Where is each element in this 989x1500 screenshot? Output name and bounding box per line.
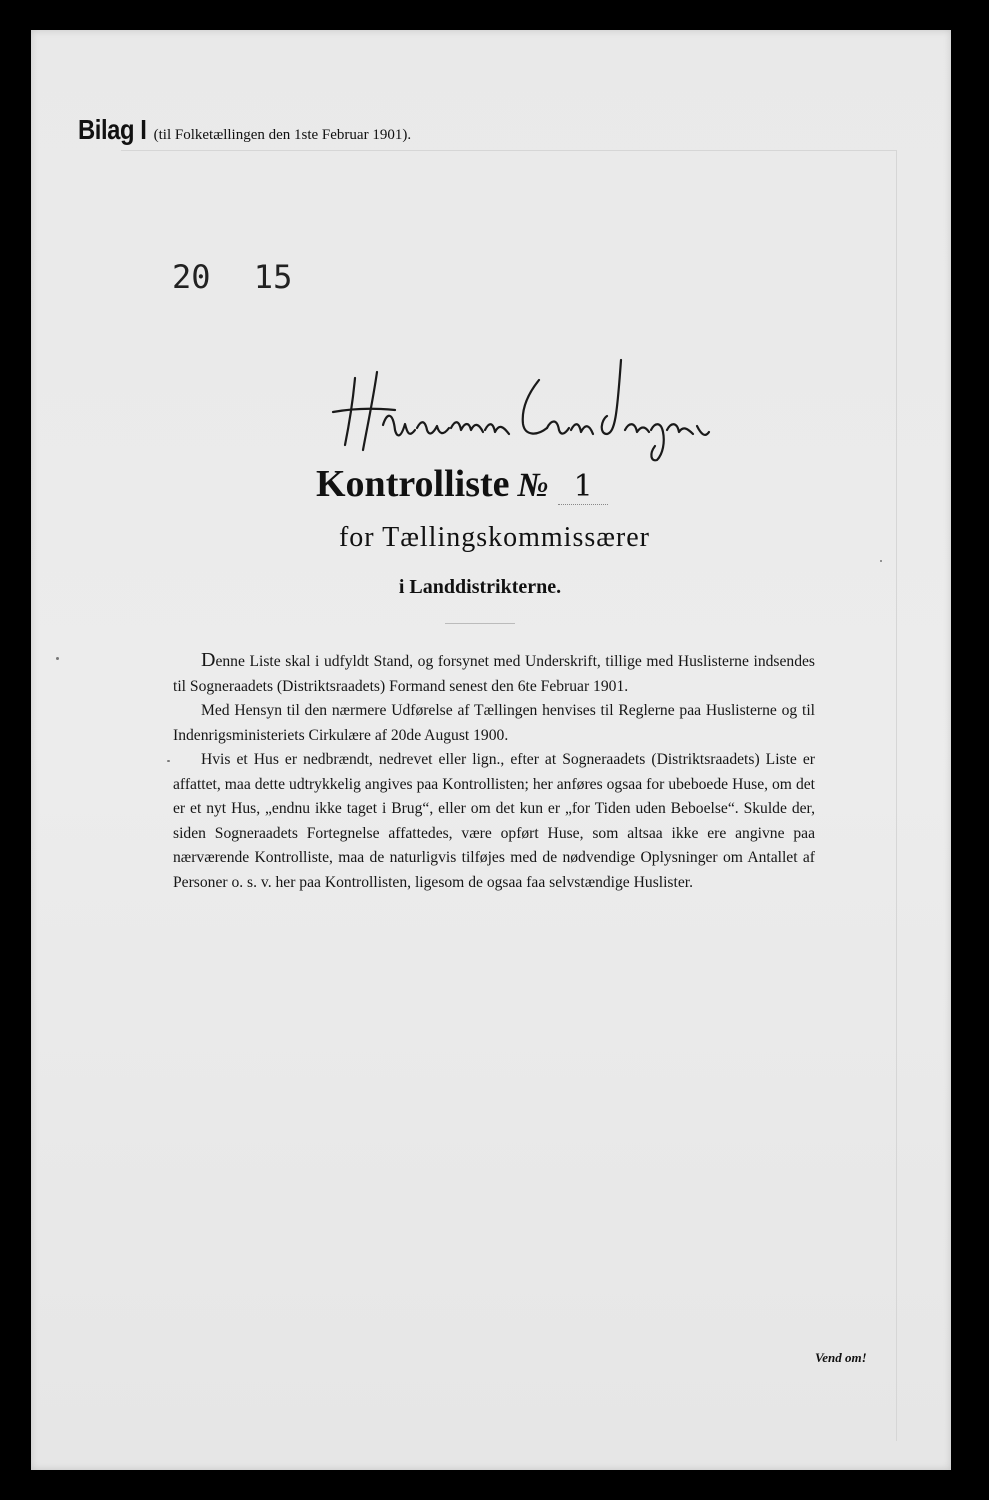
instructions-text — [173, 648, 815, 895]
stamped-number-right: 15 — [253, 258, 293, 296]
document-subtitle-2: i Landdistrikterne. — [398, 576, 562, 598]
header-line — [78, 114, 411, 146]
drop-letter: D — [201, 649, 216, 671]
handwritten-place-name-signature — [325, 350, 715, 470]
paper-speck — [880, 560, 882, 562]
document-subtitle: for Tællingskommissærer — [338, 522, 651, 553]
paper-speck — [167, 760, 170, 762]
number-mark: № — [517, 467, 549, 504]
paragraph-3: Hvis et Hus er nedbrændt, nedrevet eller lign., efter at Sogneraadets (Distriktsraadets) Liste er affattet, maa dette udtrykkelig angives paa Kontrollisten; her anføres ogsaa for ubeboede Huse, om det er et nyt Hus, „endnu ikke taget i Brug“, eller om det kun er „for Tiden uden Beboelse“. Skulde der, siden Sogneraadets Fortegnelse affattedes, være opført Huse, som altsaa ikke ere angivne paa nærværende Kontrolliste, maa de naturligvis tilføjes med de nødvendige Oplysninger om Antallet af Personer o. s. v. her paa Kontrollisten, ligesom de ogsaa faa selvstændige Huslister. — [173, 751, 815, 891]
paragraph-2: Med Hensyn til den nærmere Udførelse af Tællingen henvises til Reglerne paa Huslisterne og til Indenrigsministeriets Cirkulære af 20de August 1900. — [173, 702, 815, 744]
turn-over-note: Vend om! — [815, 1350, 867, 1365]
paragraph-1 — [173, 648, 815, 699]
document-title — [316, 462, 608, 506]
bilag-label: Bilag I — [78, 114, 147, 145]
bilag-note: (til Folketællingen den 1ste Februar 1901). — [153, 127, 412, 143]
paragraph-1-text: enne Liste skal i udfyldt Stand, og forsynet med Underskrift, tillige med Huslisterne indsendes til Sogneraadets (Distriktsraadets) Formand senest den 6te Februar 1901. — [173, 653, 815, 695]
paper-speck — [56, 657, 59, 660]
section-divider — [445, 623, 515, 624]
stamped-numbers — [172, 258, 292, 296]
stamped-number-left: 20 — [172, 258, 211, 296]
handwritten-list-number: 1 — [558, 469, 608, 505]
title-main: Kontrolliste — [316, 463, 510, 505]
